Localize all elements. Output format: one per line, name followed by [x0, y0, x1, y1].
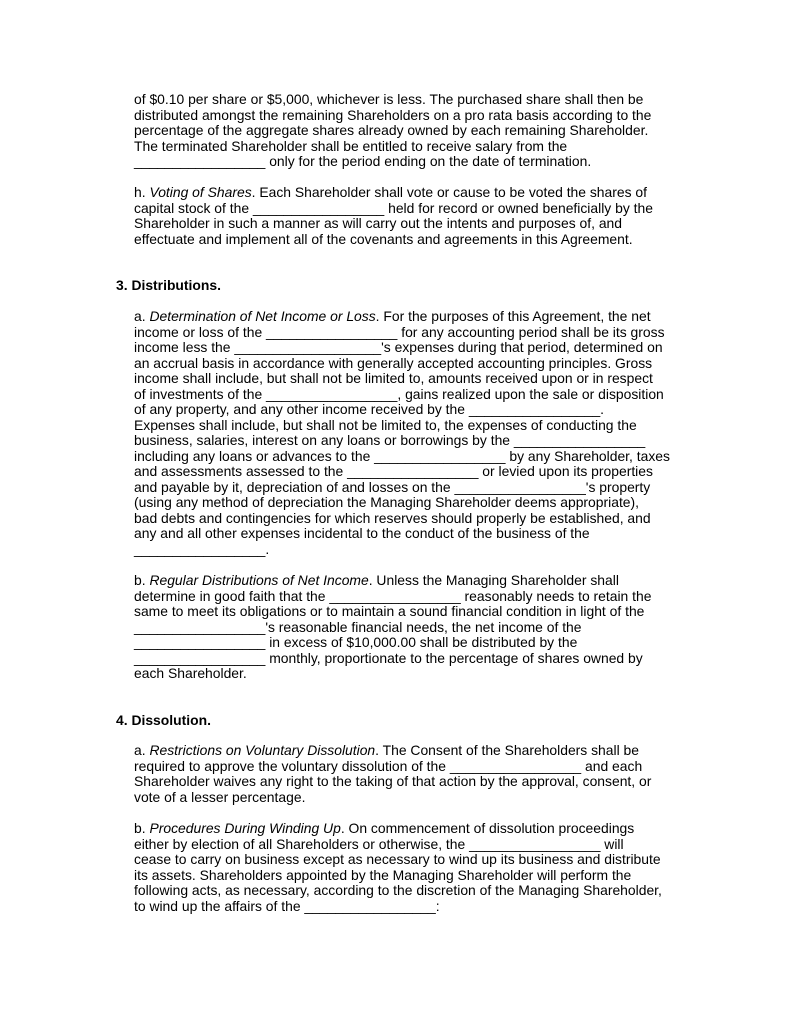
text-line: [134, 743, 694, 759]
text-line: same to meet its obligations or to maintain a sound financial condition in light of the: [134, 603, 645, 619]
text-line: to wind up the affairs of the _________________:: [134, 897, 440, 914]
paragraph-title: Restrictions on Voluntary Dissolution: [149, 742, 376, 758]
paragraph-regular-distributions: [134, 573, 694, 682]
paragraph-restrictions-voluntary-dissolution: [134, 743, 694, 805]
text-line: _________________ only for the period ending on the date of termination.: [134, 153, 592, 169]
text-line: distributed amongst the remaining Shareholders on a pro rata basis according to the: [134, 106, 652, 123]
section-heading-distributions: 3. Distributions.: [116, 277, 221, 293]
text-line: each Shareholder.: [134, 665, 247, 681]
text-line: Shareholder in such a manner as will carry out the intents and purposes of, and: [134, 215, 622, 231]
paragraph-procedures-winding-up: [134, 821, 694, 914]
paragraph-voting-of-shares: [134, 185, 694, 247]
text-line: and assessments assessed to the _________________ or levied upon its properties: [134, 463, 653, 479]
text-line: of investments of the _________________, gains realized upon the sale or disposition: [134, 385, 664, 402]
text-line: _________________'s reasonable financial needs, the net income of the: [134, 618, 582, 635]
paragraph-text: . The Consent of the Shareholders shall be: [375, 742, 639, 758]
section-heading-dissolution: 4. Dissolution.: [116, 712, 211, 728]
text-line: [134, 821, 694, 837]
text-line: The terminated Shareholder shall be entitled to receive salary from the: [134, 137, 568, 154]
paragraph-title: Procedures During Winding Up: [149, 820, 341, 836]
text-line: of $0.10 per share or $5,000, whichever is less. The purchased share shall then be: [134, 91, 644, 107]
paragraph-prefix: a.: [134, 308, 150, 324]
text-line: percentage of the aggregate shares already owned by each remaining Shareholder.: [134, 122, 649, 138]
text-line: determine in good faith that the _________________ reasonably needs to retain the: [134, 587, 652, 604]
text-line: bad debts and contingencies for which reserves should properly be established, and: [134, 509, 651, 526]
text-line: any and all other expenses incidental to the conduct of the business of the: [134, 525, 590, 541]
paragraph-net-income-or-loss: [134, 309, 694, 557]
text-line: required to approve the voluntary dissolution of the _________________ and each: [134, 757, 643, 774]
text-line: income or loss of the _________________ for any accounting period shall be its gross: [134, 323, 665, 340]
text-line: income shall include, but shall not be limited to, amounts received upon or in respect: [134, 370, 653, 386]
paragraph-text: . Each Shareholder shall vote or cause to be voted the shares of: [251, 184, 647, 200]
text-line: [134, 185, 694, 201]
text-line: _________________.: [134, 540, 270, 557]
text-line: its assets. Shareholders appointed by the Managing Shareholder will perform the: [134, 866, 632, 883]
text-line: _________________ in excess of $10,000.00 shall be distributed by the: [134, 634, 578, 650]
text-line: income less the ___________________'s expenses during that period, determined on: [134, 339, 663, 355]
text-line: effectuate and implement all of the covenants and agreements in this Agreement.: [134, 230, 633, 247]
text-line: including any loans or advances to the _________________ by any Shareholder, taxes: [134, 447, 670, 464]
text-line: following acts, as necessary, according to the discretion of the Managing Shareholder,: [134, 882, 662, 898]
text-line: capital stock of the _________________ held for record or owned beneficially by the: [134, 199, 653, 216]
text-line: Expenses shall include, but shall not be limited to, the expenses of conducting the: [134, 416, 637, 433]
text-line: either by election of all Shareholders or otherwise, the _________________ will: [134, 835, 624, 852]
paragraph-prefix: b.: [134, 820, 150, 836]
paragraph-title: Voting of Shares: [149, 184, 252, 200]
paragraph-text: . For the purposes of this Agreement, the net: [375, 308, 651, 324]
text-line: business, salaries, interest on any loans or borrowings by the _________________: [134, 432, 646, 448]
text-line: an accrual basis in accordance with generally accepted accounting principles. Gross: [134, 354, 653, 371]
text-line: _________________ monthly, proportionate to the percentage of shares owned by: [134, 649, 643, 666]
paragraph-title: Determination of Net Income or Loss: [149, 308, 376, 324]
paragraph-title: Regular Distributions of Net Income: [149, 572, 369, 588]
text-line: [134, 573, 694, 589]
paragraph-prefix: h.: [134, 184, 150, 200]
text-line: of any property, and any other income received by the _________________.: [134, 401, 605, 417]
text-line: vote of a lesser percentage.: [134, 788, 306, 805]
paragraph-text: . On commencement of dissolution proceedings: [340, 820, 635, 836]
text-line: [134, 309, 694, 325]
paragraph-prefix: a.: [134, 742, 150, 758]
paragraph-carryover: [134, 92, 694, 170]
paragraph-text: . Unless the Managing Shareholder shall: [368, 572, 619, 588]
paragraph-prefix: b.: [134, 572, 150, 588]
text-line: Shareholder waives any right to the taking of that action by the approval, consent, or: [134, 773, 652, 789]
text-line: (using any method of depreciation the Managing Shareholder deems appropriate),: [134, 494, 640, 510]
text-line: cease to carry on business except as necessary to wind up its business and distribute: [134, 851, 661, 867]
text-line: and payable by it, depreciation of and losses on the _________________'s property: [134, 478, 651, 495]
